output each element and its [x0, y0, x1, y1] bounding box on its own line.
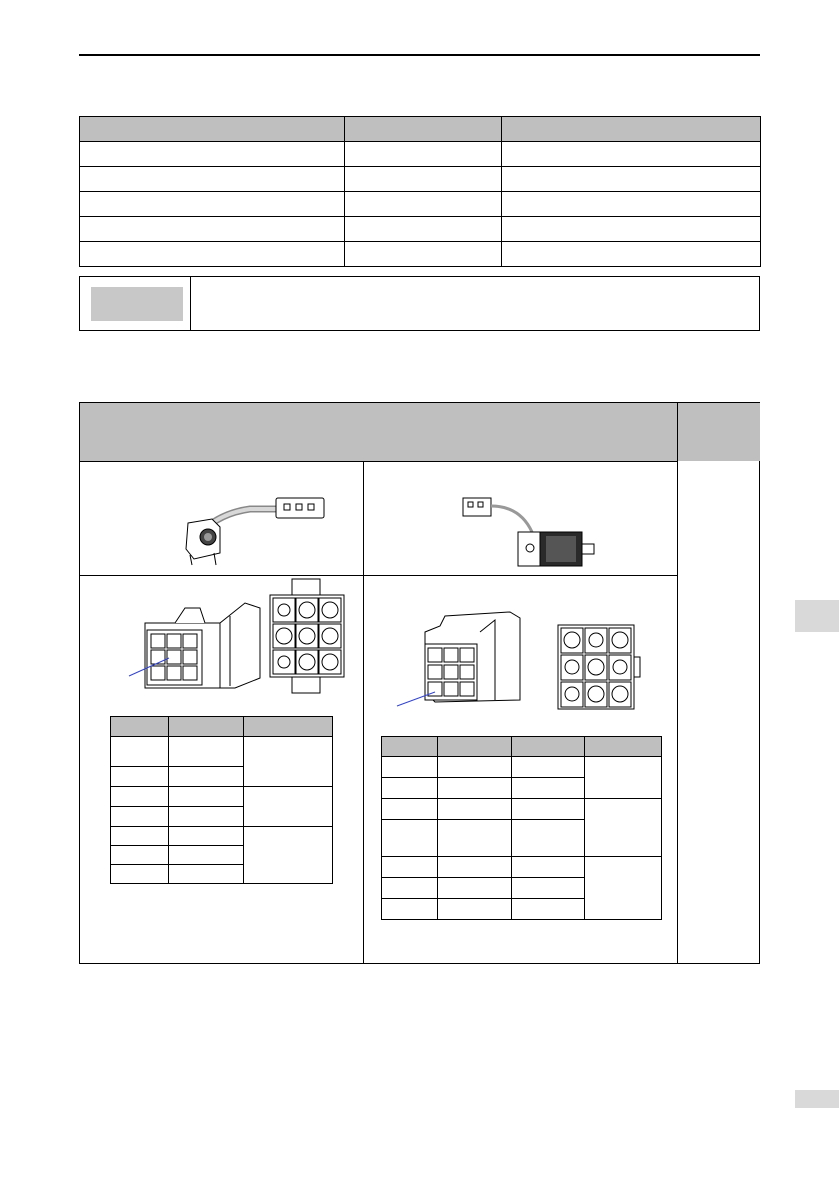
- page-number-tab: [795, 1090, 839, 1108]
- note-badge: [91, 287, 183, 321]
- pin-cell: [169, 865, 244, 884]
- pin-cell: [169, 737, 244, 767]
- row-divider: [80, 575, 677, 576]
- pin-cell: [512, 778, 585, 799]
- pin-cell: [111, 846, 169, 865]
- spec-table-cell: [80, 217, 345, 242]
- spec-table-cell: [502, 217, 761, 242]
- pin-cell: [382, 757, 438, 778]
- spec-table-cell: [502, 242, 761, 267]
- spec-table-cell: [80, 192, 345, 217]
- pin-cell: [512, 737, 585, 757]
- table-row: [382, 757, 662, 778]
- pin-cell: [111, 737, 169, 767]
- pin-cell: [382, 737, 438, 757]
- header-rule: [79, 54, 760, 56]
- spec-table-cell: [345, 142, 502, 167]
- table-row: [80, 192, 761, 217]
- table-row: [382, 737, 662, 757]
- pin-cell: [169, 717, 244, 737]
- pin-cell: [111, 767, 169, 787]
- table-row: [80, 242, 761, 267]
- table-row: [111, 737, 333, 767]
- pin-cell: [111, 717, 169, 737]
- cable-connector-illustration: [180, 495, 340, 570]
- table-row: [111, 827, 333, 846]
- spec-table-cell: [80, 142, 345, 167]
- pin-cell: [169, 807, 244, 827]
- spec-table-cell: [502, 142, 761, 167]
- pin-cell: [438, 899, 512, 920]
- row-divider: [80, 461, 677, 462]
- pin-cell: [585, 737, 662, 757]
- pin-cell: [169, 846, 244, 865]
- pin-cell: [438, 799, 512, 820]
- left-pin-table: [110, 716, 333, 884]
- spec-table-cell: [345, 242, 502, 267]
- connector-table-header: [80, 403, 760, 461]
- spec-table-cell: [345, 217, 502, 242]
- pin-cell: [512, 857, 585, 878]
- pin-cell: [438, 820, 512, 857]
- pin-cell: [512, 757, 585, 778]
- table-row: [80, 217, 761, 242]
- pin-cell: [512, 878, 585, 899]
- pin-cell: [111, 865, 169, 884]
- pin-cell: [585, 799, 662, 857]
- pin-cell: [438, 878, 512, 899]
- pin-cell: [244, 717, 333, 737]
- table-row: [382, 857, 662, 878]
- 6-pin-connector-illustration: [125, 598, 265, 698]
- spec-table-cell: [80, 242, 345, 267]
- pin-cell: [382, 857, 438, 878]
- pin-cell: [111, 827, 169, 846]
- 9-pin-connector-illustration: [395, 612, 555, 708]
- spec-table-cell: [345, 192, 502, 217]
- servo-motor-with-cable-illustration: [460, 492, 600, 572]
- spec-table-cell: [502, 167, 761, 192]
- column-divider: [363, 461, 364, 964]
- pin-cell: [111, 787, 169, 807]
- right-pin-table: [381, 736, 662, 920]
- pin-cell: [169, 827, 244, 846]
- spec-table: [79, 116, 761, 267]
- table-row: [80, 142, 761, 167]
- pin-cell: [111, 807, 169, 827]
- table-row: [80, 167, 761, 192]
- pin-cell: [169, 767, 244, 787]
- note-box: [79, 276, 760, 331]
- 9-pin-connector-face: [556, 623, 642, 711]
- table-row: [111, 717, 333, 737]
- spec-table-cell: [345, 167, 502, 192]
- 6-pin-connector-face: [268, 579, 346, 693]
- spec-table-cell: [502, 117, 761, 142]
- table-row: [111, 787, 333, 807]
- spec-table-cell: [502, 192, 761, 217]
- pin-cell: [169, 787, 244, 807]
- pin-cell: [585, 857, 662, 920]
- pin-cell: [382, 778, 438, 799]
- spec-table-cell: [80, 117, 345, 142]
- pin-cell: [244, 737, 333, 787]
- pin-cell: [512, 820, 585, 857]
- column-divider: [677, 403, 678, 963]
- pin-cell: [382, 799, 438, 820]
- pin-cell: [244, 787, 333, 827]
- spec-table-header-row: [80, 117, 761, 142]
- spec-table-cell: [80, 167, 345, 192]
- spec-table-cell: [345, 117, 502, 142]
- pin-cell: [382, 878, 438, 899]
- pin-cell: [244, 827, 333, 884]
- pin-cell: [382, 899, 438, 920]
- pin-cell: [512, 899, 585, 920]
- pin-cell: [382, 820, 438, 857]
- pin-cell: [438, 757, 512, 778]
- pin-cell: [512, 799, 585, 820]
- table-row: [382, 799, 662, 820]
- pin-cell: [438, 778, 512, 799]
- note-divider: [190, 277, 191, 330]
- chapter-side-tab: [795, 600, 839, 632]
- pin-cell: [585, 757, 662, 799]
- pin-cell: [438, 737, 512, 757]
- pin-cell: [438, 857, 512, 878]
